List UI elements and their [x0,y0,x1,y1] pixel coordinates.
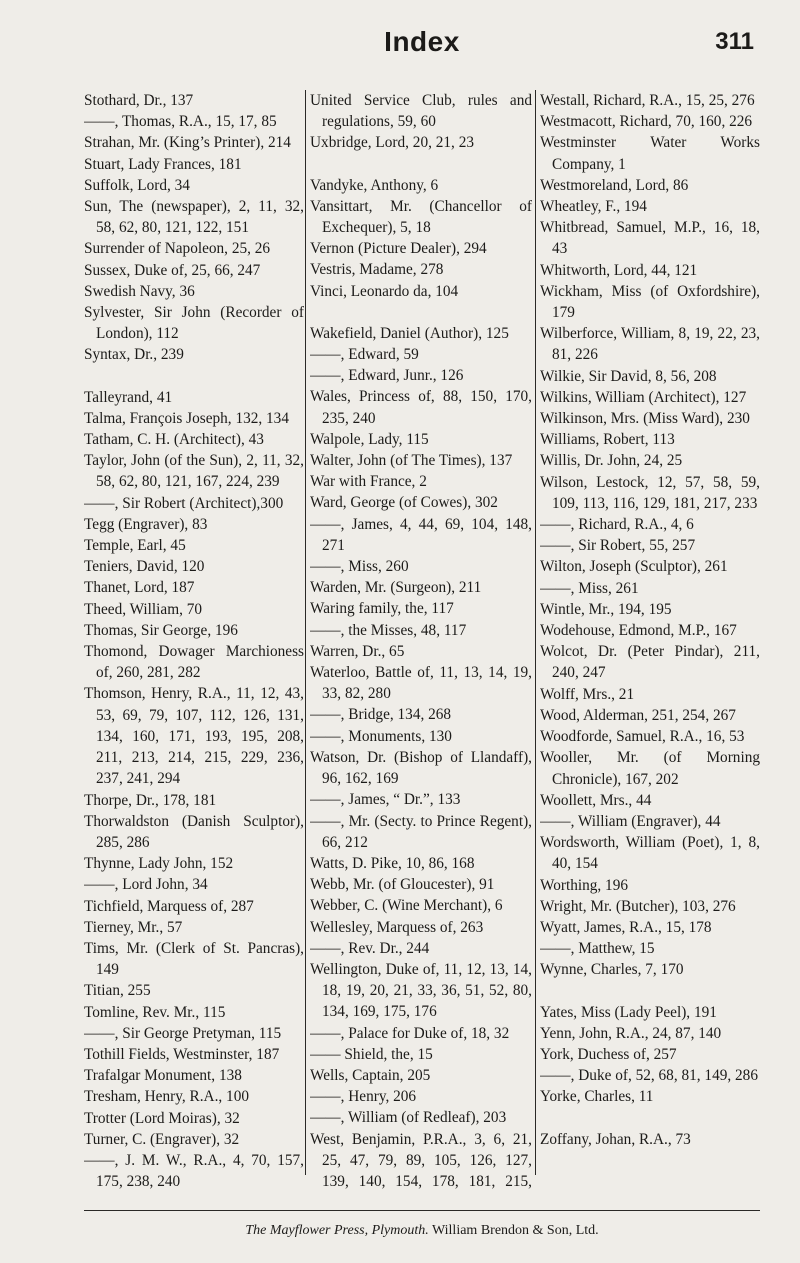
index-entry: ——, Bridge, 134, 268 [310,706,452,724]
index-entry: Webber, C. (Wine Merchant), 6 [310,897,503,915]
index-entry: Talma, François Joseph, 132, 134 [84,409,289,427]
index-entry: Vinci, Leonardo da, 104 [310,282,459,300]
index-entry: ——, William (of Redleaf), 203 [310,1109,507,1127]
index-entry: Walpole, Lady, 115 [310,430,429,448]
index-entry: Vestris, Madame, 278 [310,261,444,279]
index-entry: Woollett, Mrs., 44 [540,791,652,809]
index-entry: Teniers, David, 120 [84,558,205,576]
index-entry: Wintle, Mr., 194, 195 [540,600,672,618]
index-entry: Waring family, the, 117 [310,600,454,618]
index-entry: Stuart, Lady Frances, 181 [84,155,242,173]
index-entry: ——, Miss, 261 [540,579,639,597]
letter-section-gap [310,302,532,323]
index-entry: Vandyke, Anthony, 6 [310,176,439,194]
index-entry: Wilton, Joseph (Sculptor), 261 [540,558,728,576]
index-entry: Wickham, Miss (of Oxfordshire), 179 [540,282,760,322]
index-entry: Thorpe, Dr., 178, 181 [84,791,217,809]
index-entry: Walter, John (of The Times), 137 [310,452,513,470]
index-entry: Wright, Mr. (Butcher), 103, 276 [540,897,736,915]
index-entry: Williams, Robert, 113 [540,431,675,449]
index-entry: Watts, D. Pike, 10, 86, 168 [310,854,475,872]
index-column-1 [84,90,304,1190]
index-entry: Yenn, John, R.A., 24, 87, 140 [540,1024,722,1042]
index-entry: War with France, 2 [310,473,427,491]
index-entry: ——, James, “ Dr.”, 133 [310,791,461,809]
index-entry: Westmacott, Richard, 70, 160, 226 [540,113,753,131]
index-entry: ——, William (Engraver), 44 [540,812,721,830]
index-entry: ——, James, 4, 44, 69, 104, 148, 271 [310,515,532,554]
index-entry: Tims, Mr. (Clerk of St. Pancras), 149 [84,939,304,979]
index-entry: Wyatt, James, R.A., 15, 178 [540,918,712,936]
index-entry: Willis, Dr. John, 24, 25 [540,452,683,470]
index-entry: Tegg (Engraver), 83 [84,515,208,533]
letter-section-gap [540,1108,760,1129]
index-entry: Vernon (Picture Dealer), 294 [310,240,487,258]
index-entry: Sylvester, Sir John (Recorder of London), 112 [84,304,304,343]
index-entry: ——, Edward, Junr., 126 [310,367,464,385]
index-entry: Taylor, John (of the Sun), 2, 11, 32, 58, 62, 80, 121, 167, 224, 239 [84,452,304,491]
index-entry: Wellesley, Marquess of, 263 [310,918,484,936]
index-entry: Trafalgar Monument, 138 [84,1067,242,1085]
index-entry: ——, Thomas, R.A., 15, 17, 85 [84,113,277,131]
index-entry: Trotter (Lord Moiras), 32 [84,1109,240,1127]
index-entry: Theed, William, 70 [84,600,203,618]
index-entry: Thomson, Henry, R.A., 11, 12, 43, 53, 69, 79, 107, 112, 126, 131, 134, 160, 171, 193, 195, 208, 211, 213, 214, 215, 229, 236, 237, 241, 294 [84,685,304,788]
index-entry: ——, Henry, 206 [310,1088,417,1106]
index-entry: Zoffany, Johan, R.A., 73 [540,1130,691,1148]
index-entry: Wodehouse, Edmond, M.P., 167 [540,622,737,640]
index-columns [84,90,760,1190]
index-entry: Wells, Captain, 205 [310,1066,431,1084]
index-entry: Ward, George (of Cowes), 302 [310,494,498,512]
index-entry: ——, Lord John, 34 [84,876,208,894]
index-entry: Webb, Mr. (of Gloucester), 91 [310,876,495,894]
index-entry: Suffolk, Lord, 34 [84,176,190,194]
index-entry: Wordsworth, William (Poet), 1, 8, 40, 154 [540,834,760,873]
column-divider [535,90,536,1175]
page-title: Index [384,26,460,57]
index-entry: Syntax, Dr., 239 [84,346,184,364]
index-entry: Warren, Dr., 65 [310,642,405,660]
letter-section-gap [540,981,760,1002]
page-header [84,26,760,66]
imprint-publisher: The Mayflower Press, Plymouth. [245,1223,429,1238]
index-entry: ——, Miss, 260 [310,558,409,576]
index-entry: Wales, Princess of, 88, 150, 170, 235, 240 [310,388,532,427]
index-entry: Titian, 255 [84,982,151,1000]
index-entry: Tichfield, Marquess of, 287 [84,897,254,915]
index-entry: ——, Duke of, 52, 68, 81, 149, 286 [540,1067,758,1085]
index-entry: Wolff, Mrs., 21 [540,685,635,703]
index-entry: Tresham, Henry, R.A., 100 [84,1088,250,1106]
index-entry: ——, Sir Robert, 55, 257 [540,537,696,555]
index-entry: Swedish Navy, 36 [84,282,195,300]
index-entry: Yates, Miss (Lady Peel), 191 [540,1003,717,1021]
index-entry: Thomond, Dowager Marchioness of, 260, 281, 282 [84,643,304,682]
index-entry: ——, J. M. W., R.A., 4, 70, 157, 175, 238, 240 [84,1151,304,1190]
index-entry: Tomline, Rev. Mr., 115 [84,1003,226,1021]
index-entry: Wood, Alderman, 251, 254, 267 [540,706,736,724]
index-entry: Wellington, Duke of, 11, 12, 13, 14, 18, 19, 20, 21, 33, 36, 51, 52, 80, 134, 169, 175, 176 [310,960,532,1021]
index-entry: ——, Sir Robert (Architect),300 [84,494,284,512]
page-number: 311 [715,28,754,55]
index-entry: West, Benjamin, P.R.A., 3, 6, 21, 25, 47, 79, 89, 105, 126, 127, 139, 140, 154, 178, 181, 215, [310,1130,532,1190]
index-entry: ——, Edward, 59 [310,346,419,364]
index-entry: ——, Palace for Duke of, 18, 32 [310,1024,510,1042]
index-entry: Whitworth, Lord, 44, 121 [540,261,698,279]
index-entry: Westall, Richard, R.A., 15, 25, 276 [540,92,755,109]
index-entry: Whitbread, Samuel, M.P., 16, 18, 43 [540,219,760,258]
index-entry: Wheatley, F., 194 [540,198,647,216]
index-entry: Stothard, Dr., 137 [84,92,194,109]
letter-section-gap [310,154,532,175]
imprint-printer: William Brendon & Son, Ltd. [432,1223,599,1238]
index-entry: Woodforde, Samuel, R.A., 16, 53 [540,728,745,746]
index-column-2 [310,90,532,1190]
index-entry: ——, Rev. Dr., 244 [310,939,430,957]
index-entry: ——, the Misses, 48, 117 [310,621,467,639]
footer-rule [84,1210,760,1211]
index-entry: ——, Monuments, 130 [310,727,452,745]
index-entry: Uxbridge, Lord, 20, 21, 23 [310,134,474,152]
index-entry: Temple, Earl, 45 [84,537,186,555]
index-entry: Waterloo, Battle of, 11, 13, 14, 19, 33, 82, 280 [310,664,532,703]
index-entry: Wolcot, Dr. (Peter Pindar), 211, 240, 247 [540,643,760,682]
index-entry: Tierney, Mr., 57 [84,918,183,936]
index-entry: ——, Matthew, 15 [540,940,655,958]
index-entry: ——, Richard, R.A., 4, 6 [540,516,694,534]
index-entry: Yorke, Charles, 11 [540,1088,654,1106]
imprint [84,1222,760,1240]
index-entry: Thynne, Lady John, 152 [84,855,234,873]
index-entry: York, Duchess of, 257 [540,1045,677,1063]
index-entry: ——, Mr. (Secty. to Prince Regent), 66, 212 [310,812,532,851]
index-entry: Wooller, Mr. (of Morning Chronicle), 167, 202 [540,749,760,788]
index-entry: Wilkie, Sir David, 8, 56, 208 [540,367,717,385]
index-entry: Wilkins, William (Architect), 127 [540,388,747,406]
index-entry: Talleyrand, 41 [84,388,173,406]
index-entry: Worthing, 196 [540,876,628,894]
index-entry: Thorwaldston (Danish Sculptor), 285, 286 [84,812,304,851]
index-entry: Sun, The (newspaper), 2, 11, 32, 58, 62, 80, 121, 122, 151 [84,198,304,237]
index-entry: Warden, Mr. (Surgeon), 211 [310,579,482,597]
index-entry: Westminster Water Works Company, 1 [540,134,760,173]
index-entry: Wilkinson, Mrs. (Miss Ward), 230 [540,410,750,428]
index-entry: Tothill Fields, Westminster, 187 [84,1045,280,1063]
column-divider [305,90,306,1175]
index-entry: United Service Club, rules and regulations, 59, 60 [310,92,532,131]
index-entry: Westmoreland, Lord, 86 [540,176,689,194]
letter-section-gap [84,366,304,387]
index-column-3 [540,90,760,1190]
index-entry: Wilberforce, William, 8, 19, 22, 23, 81, 226 [540,325,760,364]
index-entry: Wakefield, Daniel (Author), 125 [310,324,509,342]
index-entry: Turner, C. (Engraver), 32 [84,1130,240,1148]
index-entry: Thanet, Lord, 187 [84,579,195,597]
index-entry: Strahan, Mr. (King’s Printer), 214 [84,134,291,152]
index-entry: Sussex, Duke of, 25, 66, 247 [84,261,261,279]
index-entry: Wynne, Charles, 7, 170 [540,961,684,979]
index-entry: Tatham, C. H. (Architect), 43 [84,431,264,449]
index-entry: Surrender of Napoleon, 25, 26 [84,240,271,258]
index-entry: ——, Sir George Pretyman, 115 [84,1024,282,1042]
index-entry: Thomas, Sir George, 196 [84,621,238,639]
index-entry: Wilson, Lestock, 12, 57, 58, 59, 109, 113, 116, 129, 181, 217, 233 [540,473,760,512]
index-entry: —— Shield, the, 15 [310,1045,433,1063]
index-entry: Vansittart, Mr. (Chancellor of Exchequer), 5, 18 [310,197,532,237]
index-entry: Watson, Dr. (Bishop of Llandaff), 96, 162, 169 [310,748,532,788]
